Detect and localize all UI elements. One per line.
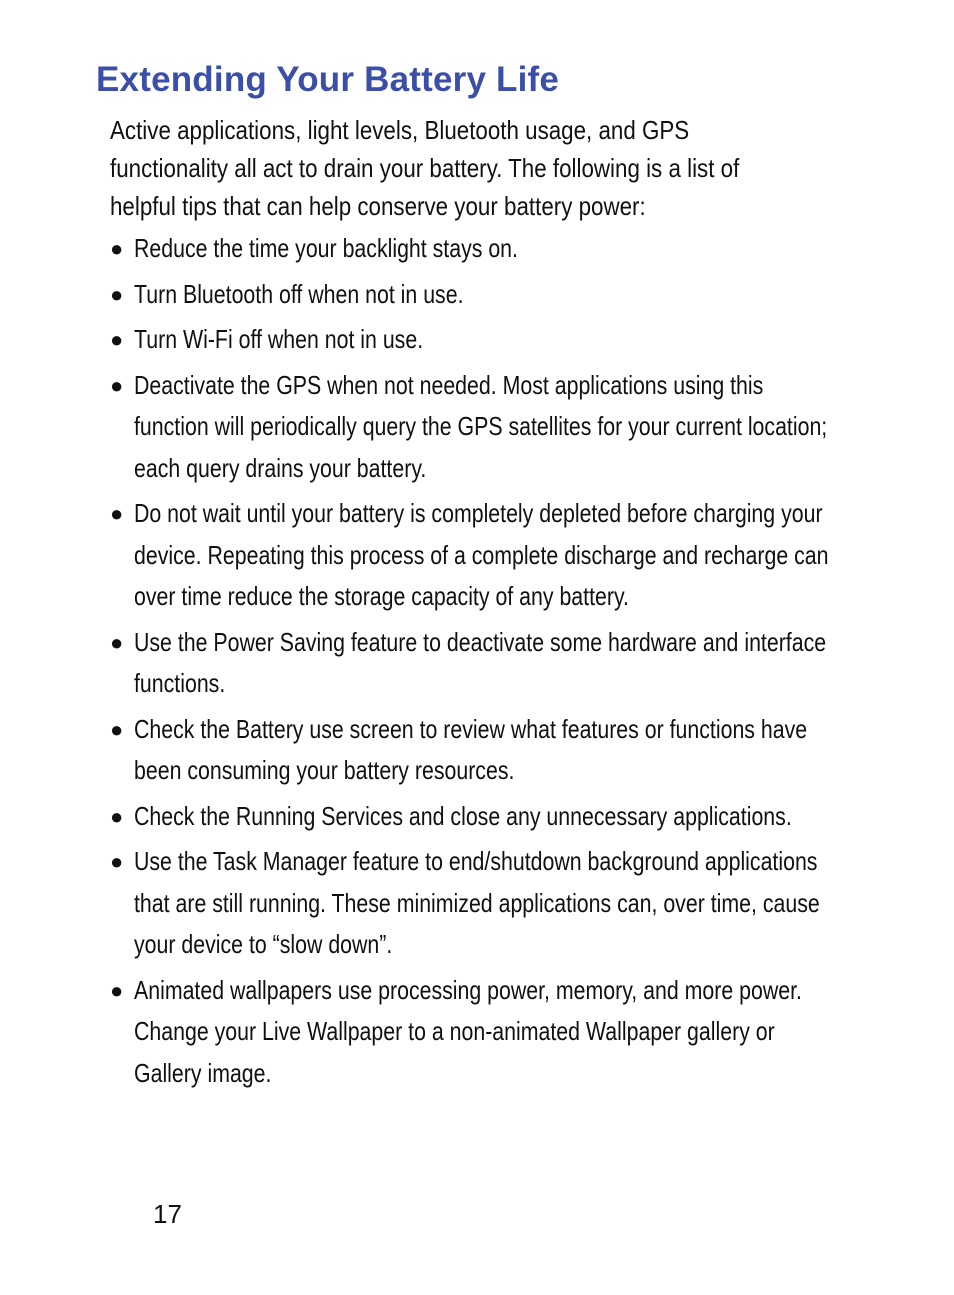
intro-line: helpful tips that can help conserve your battery power: bbox=[110, 191, 646, 221]
intro-line: functionality all act to drain your battery. The following is a list of bbox=[110, 153, 740, 183]
page-number: 17 bbox=[153, 1199, 182, 1229]
tip-text: Turn Wi-Fi off when not in use. bbox=[134, 324, 424, 354]
bullet-icon: ● bbox=[110, 327, 124, 352]
tip-item bbox=[110, 622, 870, 705]
bullet-icon: ● bbox=[110, 849, 124, 874]
tip-text: Check the Running Services and close any unnecessary applications. bbox=[134, 800, 792, 831]
intro-paragraph bbox=[110, 111, 867, 225]
tip-item bbox=[110, 274, 870, 316]
tip-text: Turn Bluetooth off when not in use. bbox=[134, 278, 464, 309]
bullet-icon: ● bbox=[110, 281, 124, 307]
bullet-icon: ● bbox=[110, 977, 124, 1003]
bullet-icon: ● bbox=[110, 372, 124, 398]
intro-line: Active applications, light levels, Bluetooth usage, and GPS bbox=[110, 115, 690, 145]
tip-text: Use the Task Manager feature to end/shutdown background applications that are still running. These minimized applications can, over time, cause your device to “slow down”. bbox=[134, 846, 820, 959]
bullet-icon: ● bbox=[110, 716, 124, 742]
tip-text: Deactivate the GPS when not needed. Most applications using this function will periodically query the GPS satellites for your current location; each query drains your battery. bbox=[134, 369, 828, 483]
page-title: Extending Your Battery Life bbox=[96, 60, 560, 99]
tip-text: Animated wallpapers use processing power, memory, and more power. Change your Live Wallpaper to a non-animated Wallpaper gallery or Gallery image. bbox=[134, 974, 802, 1088]
tip-text: Do not wait until your battery is completely depleted before charging your device. Repeating this process of a complete discharge and recharge can over time reduce the storage capacity of any battery. bbox=[134, 498, 829, 611]
bullet-icon: ● bbox=[110, 629, 124, 655]
tip-item bbox=[110, 970, 870, 1095]
bullet-icon: ● bbox=[110, 501, 124, 526]
tip-item bbox=[110, 796, 870, 838]
tip-text: Reduce the time your backlight stays on. bbox=[134, 233, 518, 263]
tip-item bbox=[110, 365, 870, 490]
tip-item bbox=[110, 228, 870, 270]
tip-item bbox=[110, 319, 870, 361]
bullet-icon: ● bbox=[110, 803, 124, 829]
tip-text: Use the Power Saving feature to deactivate some hardware and interface functions. bbox=[134, 626, 827, 698]
tip-item bbox=[110, 841, 870, 966]
battery-tips-list bbox=[110, 228, 870, 1098]
tip-item bbox=[110, 709, 870, 792]
tip-item bbox=[110, 493, 870, 618]
bullet-icon: ● bbox=[110, 236, 124, 261]
tip-text: Check the Battery use screen to review what features or functions have been consuming your battery resources. bbox=[134, 713, 808, 785]
